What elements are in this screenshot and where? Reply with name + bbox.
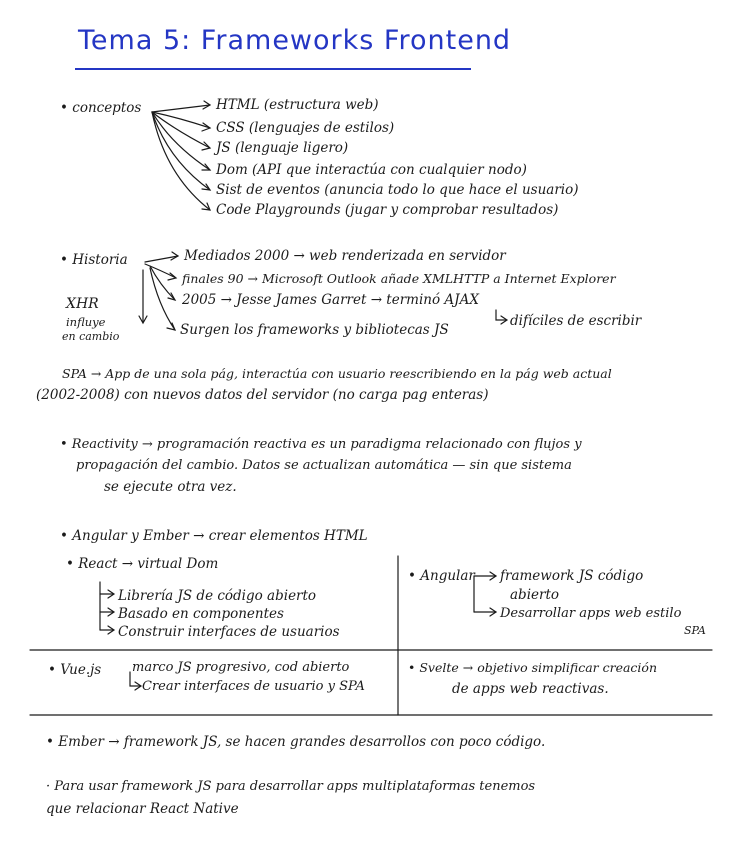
concepto-eventos: Sist de eventos (anuncia todo lo que hace el usuario) bbox=[216, 182, 579, 198]
vue-item-1: marco JS progresivo, cod abierto bbox=[132, 660, 350, 675]
historia-label: • Historia bbox=[60, 252, 128, 268]
concepto-html: HTML (estructura web) bbox=[216, 97, 379, 113]
final-line-1: · Para usar framework JS para desarrollar apps multiplataformas tenemos bbox=[46, 779, 536, 794]
historia-item-4: Surgen los frameworks y bibliotecas JS bbox=[180, 322, 449, 338]
react-item-3: Construir interfaces de usuarios bbox=[118, 624, 340, 640]
spa-line-2: (2002-2008) con nuevos datos del servidor (no carga pag enteras) bbox=[36, 387, 489, 403]
historia-item-3: 2005 → Jesse James Garret → terminó AJAX bbox=[182, 292, 479, 308]
final-line-2: que relacionar React Native bbox=[46, 801, 239, 817]
concepto-playgrounds: Code Playgrounds (jugar y comprobar resultados) bbox=[216, 202, 559, 218]
historia-item-1: Mediados 2000 → web renderizada en servidor bbox=[184, 248, 506, 264]
reactivity-line-2: propagación del cambio. Datos se actualizan automática — sin que sistema bbox=[76, 458, 572, 473]
conceptos-label: • conceptos bbox=[60, 100, 142, 116]
vue-item-2: Crear interfaces de usuario y SPA bbox=[142, 679, 365, 694]
historia-xhr: XHR bbox=[66, 296, 99, 312]
historia-dificiles: difíciles de escribir bbox=[510, 313, 642, 329]
angular-item-2: abierto bbox=[510, 587, 560, 603]
historia-influye: influye bbox=[66, 315, 106, 329]
concepto-dom: Dom (API que interactúa con cualquier nodo) bbox=[216, 162, 527, 178]
angular-ember-line: • Angular y Ember → crear elementos HTML bbox=[60, 528, 368, 544]
vue-label: • Vue.js bbox=[48, 662, 102, 678]
angular-item-3: Desarrollar apps web estilo bbox=[500, 606, 682, 621]
angular-item-4: SPA bbox=[684, 624, 706, 637]
angular-item-1: framework JS código bbox=[500, 568, 644, 584]
svelte-line-2: de apps web reactivas. bbox=[452, 681, 609, 697]
react-label: • React → virtual Dom bbox=[66, 556, 219, 572]
react-item-2: Basado en componentes bbox=[118, 606, 284, 622]
reactivity-line-1: • Reactivity → programación reactiva es un paradigma relacionado con flujos y bbox=[60, 437, 582, 452]
concepto-js: JS (lenguaje ligero) bbox=[216, 140, 349, 156]
reactivity-line-3: se ejecute otra vez. bbox=[104, 479, 237, 495]
ember-line: • Ember → framework JS, se hacen grandes desarrollos con poco código. bbox=[46, 734, 546, 750]
page-title: Tema 5: Frameworks Frontend bbox=[78, 25, 512, 56]
spa-line-1: SPA → App de una sola pág, interactúa con usuario reescribiendo en la pág web actual bbox=[62, 366, 612, 381]
react-item-1: Librería JS de código abierto bbox=[118, 588, 317, 604]
concepto-css: CSS (lenguajes de estilos) bbox=[216, 120, 395, 136]
angular-label: • Angular bbox=[408, 568, 475, 584]
historia-en-cambio: en cambio bbox=[62, 330, 120, 343]
svelte-label: • Svelte → objetivo simplificar creación bbox=[408, 660, 657, 675]
historia-item-2: finales 90 → Microsoft Outlook añade XMLHTTP a Internet Explorer bbox=[182, 271, 616, 286]
